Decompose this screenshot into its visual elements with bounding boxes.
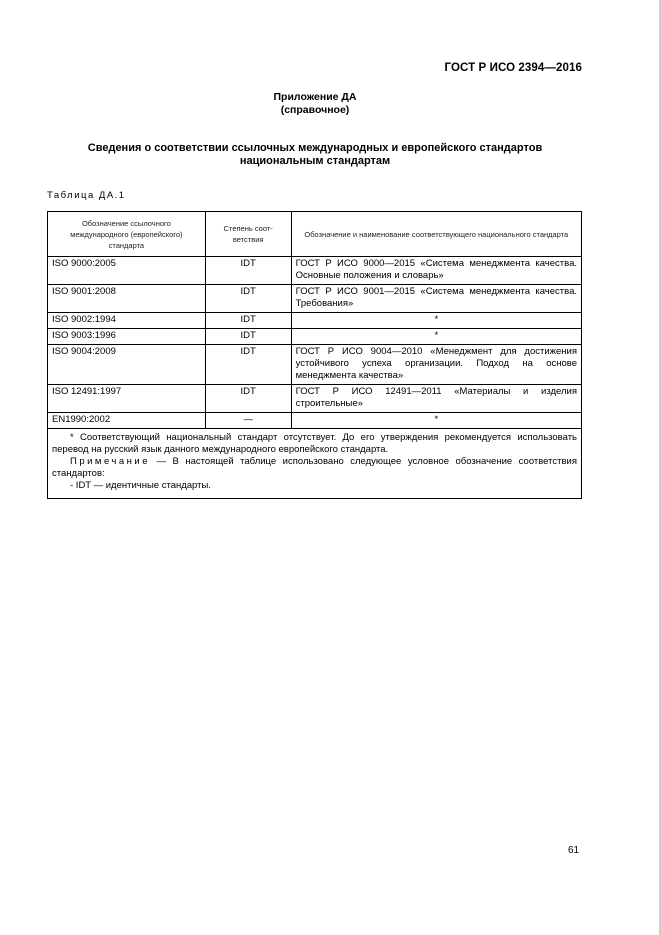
cell-international-standard: ISO 9003:1996 [48,329,206,345]
cell-degree: — [205,413,291,429]
cell-national-standard: * [291,329,581,345]
cell-international-standard: EN1990:2002 [48,413,206,429]
cell-national-standard: ГОСТ Р ИСО 9000—2015 «Система менеджмента качества. Основные положения и словарь» [291,257,581,285]
annex-heading [0,91,630,117]
note-item: - IDT — идентичные стандарты. [70,480,211,491]
cell-national-standard: * [291,413,581,429]
main-title-line-1: Сведения о соответствии ссылочных международных и европейского стандартов [87,142,543,154]
table-row [48,345,582,385]
note-text: — В настоящей таблице использовано следующее условное обозначение соответствия стандартов: [52,456,577,479]
cell-degree: IDT [205,257,291,285]
table-note [52,456,577,480]
header-degree-of-conformity: Степень соот-ветствия [205,212,291,257]
cell-degree: IDT [205,285,291,313]
main-title-line-2: национальным стандартам [239,155,391,167]
table-header-row [48,212,582,257]
table-row [48,413,582,429]
table-caption: Таблица ДА.1 [47,190,126,201]
standards-table [47,211,582,499]
table-footnote: * Соответствующий национальный стандарт отсутствует. До его утверждения рекомендуется использовать перевод на русский язык данного международного европейского стандарта. [52,432,577,455]
cell-national-standard: ГОСТ Р ИСО 12491—2011 «Материалы и изделия строительные» [291,385,581,413]
table-row [48,257,582,285]
note-label: Примечание [70,456,150,467]
cell-international-standard: ISO 12491:1997 [48,385,206,413]
cell-international-standard: ISO 9000:2005 [48,257,206,285]
table-row [48,285,582,313]
table-row [48,313,582,329]
header-international-standard: Обозначение ссылочного международного (европейского) стандарта [48,212,206,257]
cell-national-standard: * [291,313,581,329]
cell-degree: IDT [205,385,291,413]
cell-international-standard: ISO 9004:2009 [48,345,206,385]
cell-national-standard: ГОСТ Р ИСО 9004—2010 «Менеджмент для достижения устойчивого успеха организации. Подход на основе менеджмента качества» [291,345,581,385]
table-row [48,385,582,413]
cell-international-standard: ISO 9001:2008 [48,285,206,313]
cell-degree: IDT [205,345,291,385]
table-notes-row [48,429,582,499]
annex-main-title [0,142,630,168]
document-code: ГОСТ Р ИСО 2394—2016 [444,62,582,74]
page-number: 61 [568,845,580,856]
cell-degree: IDT [205,329,291,345]
cell-degree: IDT [205,313,291,329]
cell-international-standard: ISO 9002:1994 [48,313,206,329]
cell-national-standard: ГОСТ Р ИСО 9001—2015 «Система менеджмента качества. Требования» [291,285,581,313]
annex-title: Приложение ДА [273,91,357,103]
annex-subtitle: (справочное) [280,104,350,116]
table-notes [48,429,582,499]
table-row [48,329,582,345]
header-national-standard: Обозначение и наименование соответствующего национального стандарта [291,212,581,257]
